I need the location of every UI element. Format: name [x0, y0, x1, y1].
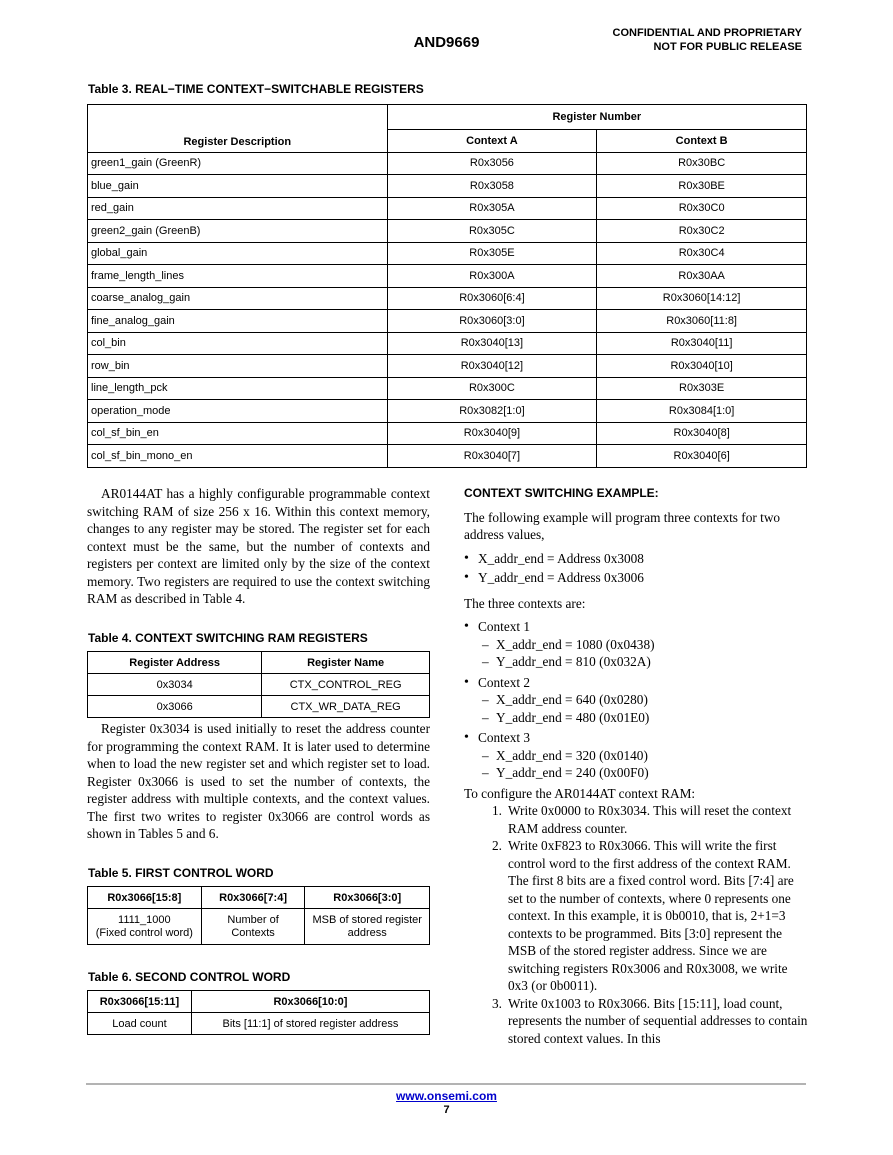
list-item: – Y_addr_end = 240 (0x00F0) — [464, 764, 809, 782]
header-register-name: Register Name — [262, 652, 430, 674]
step-text: Write 0x1003 to R0x3066. Bits [15:11], load count, represents the number of sequential addresses to contain stored context values. In this — [508, 995, 808, 1046]
list-item — [464, 802, 809, 837]
cell-register-description: col_sf_bin_en — [88, 422, 388, 445]
list-item — [464, 995, 809, 1048]
step-number: 2. — [492, 838, 502, 853]
header-context-a: Context A — [387, 130, 597, 153]
footer-divider — [86, 1083, 806, 1085]
cell-context-b: R0x3084[1:0] — [597, 400, 807, 423]
list-item: – Y_addr_end = 480 (0x01E0) — [464, 709, 809, 727]
table-row — [88, 909, 430, 945]
cell-context-b: R0x3060[11:8] — [597, 310, 807, 333]
table-row — [88, 332, 807, 355]
confidential-line-1: CONFIDENTIAL AND PROPRIETARY — [612, 27, 802, 39]
table3-caption: Table 3. REAL−TIME CONTEXT−SWITCHABLE REGISTERS — [88, 82, 424, 96]
table-row — [88, 310, 807, 333]
cell-context-b: R0x30C4 — [597, 242, 807, 265]
table-row — [88, 445, 807, 468]
cell-line: 1111_1000 — [118, 913, 171, 926]
cell-context-a: R0x3056 — [387, 152, 597, 175]
header-context-b: Context B — [597, 130, 807, 153]
step-text: Write 0xF823 to R0x3066. This will write the first control word to the first address of the context RAM. The first 8 bits are a fixed control word. Bits [7:4] are set to the number of contexts, where 0 represents one context. In this example, it is 0b0010, that is, 2+1=3 contexts to be programmed. Bits [3:0] represent the MSB of the stored register address. Since we are switching registers R0x3006 and R0x3008, we write 0x3 (or 0b0011). — [508, 838, 794, 993]
cell-register-description: green2_gain (GreenB) — [88, 220, 388, 243]
cell-line: Number of — [227, 913, 279, 926]
cell-context-a: R0x305A — [387, 197, 597, 220]
cell-address: 0x3034 — [88, 674, 262, 696]
paragraph-register-usage: Register 0x3034 is used initially to reset the address counter for programming the context RAM. It is later used to determine when to load the new register set and which register set to load. Register 0x3066 is used to set the number of contexts, the register address with multiple contexts, and the context values. The first two writes to register 0x3066 are control words as shown in Tables 5 and 6. — [87, 721, 430, 841]
cell-register-description: frame_length_lines — [88, 265, 388, 288]
cell-context-a: R0x305C — [387, 220, 597, 243]
step-number: 3. — [492, 995, 502, 1011]
header-register-number: Register Number — [387, 105, 806, 130]
cell-context-b: R0x3040[8] — [597, 422, 807, 445]
table-row — [88, 696, 430, 718]
cell-context-b: R0x30BC — [597, 152, 807, 175]
section-heading: CONTEXT SWITCHING EXAMPLE: — [464, 486, 659, 500]
table-row — [88, 152, 807, 175]
header-bits-3-0: R0x3066[3:0] — [305, 887, 430, 909]
confidential-notice — [613, 26, 802, 54]
cell-register-description: col_bin — [88, 332, 388, 355]
example-intro: The following example will program three contexts for two address values, — [464, 509, 781, 542]
cell-stored-address-bits: Bits [11:1] of stored register address — [191, 1013, 429, 1035]
document-id: AND9669 — [413, 34, 480, 51]
table3-body — [88, 152, 807, 467]
intro-paragraph — [87, 485, 430, 608]
table-row — [88, 355, 807, 378]
header-bits-7-4: R0x3066[7:4] — [201, 887, 305, 909]
cell-line: address — [347, 926, 387, 939]
cell-context-b: R0x3040[6] — [597, 445, 807, 468]
cell-context-a: R0x3060[3:0] — [387, 310, 597, 333]
cell-name: CTX_CONTROL_REG — [262, 674, 430, 696]
cell-context-b: R0x30C2 — [597, 220, 807, 243]
table-first-control-word — [87, 886, 430, 945]
table-second-control-word — [87, 990, 430, 1035]
table6-caption: Table 6. SECOND CONTROL WORD — [88, 970, 291, 984]
list-item: – Y_addr_end = 810 (0x032A) — [464, 653, 809, 671]
cell-context-b: R0x30AA — [597, 265, 807, 288]
step-text: Write 0x0000 to R0x3034. This will reset the context RAM address counter. — [508, 803, 792, 836]
table-row — [88, 242, 807, 265]
cell-register-description: coarse_analog_gain — [88, 287, 388, 310]
cell-context-a: R0x3040[9] — [387, 422, 597, 445]
table-row — [88, 197, 807, 220]
cell-context-b: R0x303E — [597, 377, 807, 400]
cell-context-a: R0x300A — [387, 265, 597, 288]
three-contexts-label: The three contexts are: — [464, 595, 586, 611]
list-item: • Context 1 — [464, 618, 809, 636]
step-number: 1. — [492, 803, 502, 818]
cell-load-count: Load count — [88, 1013, 192, 1035]
cell-line: MSB of stored register — [312, 913, 422, 926]
cell-number-of-contexts — [201, 909, 305, 945]
cell-register-description: green1_gain (GreenR) — [88, 152, 388, 175]
header-register-address: Register Address — [88, 652, 262, 674]
list-item: – X_addr_end = 1080 (0x0438) — [464, 636, 809, 654]
table-row — [88, 422, 807, 445]
cell-address: 0x3066 — [88, 696, 262, 718]
cell-context-a: R0x3058 — [387, 175, 597, 198]
table-row — [88, 400, 807, 423]
cell-register-description: global_gain — [88, 242, 388, 265]
table-context-ram-registers — [87, 651, 430, 718]
cell-line: Contexts — [231, 926, 275, 939]
list-item: • Context 2 — [464, 674, 809, 692]
context-switching-example — [464, 485, 809, 1047]
table-row — [88, 220, 807, 243]
website-link[interactable]: www.onsemi.com — [396, 1089, 497, 1103]
cell-register-description: red_gain — [88, 197, 388, 220]
cell-context-a: R0x3040[7] — [387, 445, 597, 468]
table4-caption: Table 4. CONTEXT SWITCHING RAM REGISTERS — [88, 631, 368, 645]
header-bits-15-11: R0x3066[15:11] — [88, 991, 192, 1013]
register-description-paragraph — [87, 720, 430, 843]
cell-name: CTX_WR_DATA_REG — [262, 696, 430, 718]
paragraph-context-ram: AR0144AT has a highly configurable programmable context switching RAM of size 256 x 16. Within this context memory, changes to any register may be stored. The register set for each context must be the same, but the number of contexts and registers per context are limited only by the size of the context memory. Two registers are required to use the context switching RAM as described in Table 4. — [87, 486, 430, 606]
cell-context-a: R0x3082[1:0] — [387, 400, 597, 423]
list-item: – X_addr_end = 320 (0x0140) — [464, 747, 809, 765]
table-row — [88, 1013, 430, 1035]
cell-register-description: fine_analog_gain — [88, 310, 388, 333]
table5-caption: Table 5. FIRST CONTROL WORD — [88, 866, 274, 880]
header-bits-15-8: R0x3066[15:8] — [88, 887, 202, 909]
table-row — [88, 287, 807, 310]
cell-msb-address — [305, 909, 430, 945]
table-row — [88, 265, 807, 288]
list-item — [464, 837, 809, 995]
header-bits-10-0: R0x3066[10:0] — [191, 991, 429, 1013]
header-register-description: Register Description — [88, 105, 388, 153]
cell-context-b: R0x30C0 — [597, 197, 807, 220]
cell-register-description: line_length_pck — [88, 377, 388, 400]
cell-context-a: R0x305E — [387, 242, 597, 265]
cell-context-a: R0x3060[6:4] — [387, 287, 597, 310]
table-row — [88, 377, 807, 400]
cell-register-description: operation_mode — [88, 400, 388, 423]
cell-fixed-control-word — [88, 909, 202, 945]
list-item: • Context 3 — [464, 729, 809, 747]
cell-context-a: R0x3040[13] — [387, 332, 597, 355]
cell-register-description: blue_gain — [88, 175, 388, 198]
list-item: • X_addr_end = Address 0x3008 — [464, 550, 809, 568]
cell-context-a: R0x3040[12] — [387, 355, 597, 378]
page-number: 7 — [443, 1104, 450, 1116]
table-real-time-registers — [87, 104, 807, 468]
cell-register-description: col_sf_bin_mono_en — [88, 445, 388, 468]
configure-label: To configure the AR0144AT context RAM: — [464, 785, 696, 801]
list-item: • Y_addr_end = Address 0x3006 — [464, 569, 809, 587]
confidential-line-2: NOT FOR PUBLIC RELEASE — [653, 41, 802, 53]
cell-register-description: row_bin — [88, 355, 388, 378]
list-item: – X_addr_end = 640 (0x0280) — [464, 691, 809, 709]
cell-context-b: R0x3040[10] — [597, 355, 807, 378]
table-row — [88, 175, 807, 198]
table-row — [88, 674, 430, 696]
cell-context-a: R0x300C — [387, 377, 597, 400]
cell-context-b: R0x3040[11] — [597, 332, 807, 355]
cell-context-b: R0x30BE — [597, 175, 807, 198]
cell-context-b: R0x3060[14:12] — [597, 287, 807, 310]
cell-line: (Fixed control word) — [95, 926, 193, 939]
